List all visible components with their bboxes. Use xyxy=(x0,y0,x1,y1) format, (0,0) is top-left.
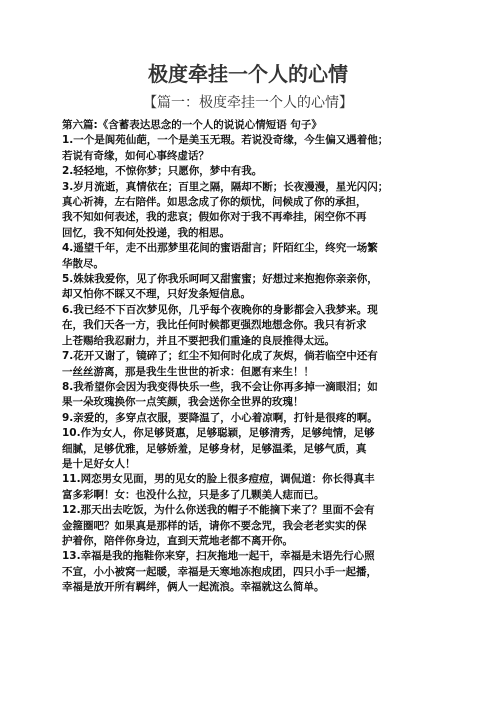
paragraph xyxy=(62,411,442,426)
text-line: 8.我希望你会因为我变得快乐一些，我不会让你再多掉一滴眼泪；如 xyxy=(62,380,378,393)
paragraph xyxy=(62,349,442,380)
text-line: 3.岁月流逝，真情依在；百里之隔，隔却不断；长夜漫漫，星光闪闪； xyxy=(62,180,389,193)
text-line: 不宣，小小被窝一起暖，幸福是天寒地冻抱成团，四只小手一起播， xyxy=(62,565,377,578)
text-line: 我不知如何表述，我的悲哀；假如你对于我不再牵挂，闲空你不再 xyxy=(62,211,367,224)
text-line: 9.亲爱的，多穿点衣服，要降温了，小心着凉啊，打针是很疼的啊。 xyxy=(62,411,378,424)
paragraph xyxy=(62,503,442,549)
section-heading xyxy=(62,118,442,133)
text-line: 10.作为女人，你足够贤惠，足够聪颖，足够清秀，足够纯情，足够 xyxy=(62,427,375,440)
text-line: 华散尽。 xyxy=(62,257,104,270)
text-line: 回忆，我不知何处投递，我的相思。 xyxy=(62,226,230,239)
text-line: 果一朵玫瑰换你一点笑颜，我会送你全世界的玫瑰！ xyxy=(62,396,304,409)
paragraph xyxy=(62,164,442,179)
paragraph xyxy=(62,426,442,472)
text-line: 在，我们天各一方，我比任何时候都更强烈地想念你。我只有祈求 xyxy=(62,319,367,332)
text-line: 富多彩啊！女：也没什么拉，只是多了几颗美人痣而已。 xyxy=(62,488,325,501)
paragraph xyxy=(62,380,442,411)
text-line: 4.遥望千年，走不出那梦里花间的蜜语甜言；阡陌红尘，终究一场繁 xyxy=(62,242,378,255)
paragraph xyxy=(62,180,442,242)
text-line: 上苍赐给我忍耐力，并且不要把我们重逢的良辰推得太远。 xyxy=(62,334,335,347)
text-line: 一丝丝游离，那是我生生世世的祈求：但愿有来生！！ xyxy=(62,365,314,378)
text-line: 12.那天出去吃饭，为什么你送我的帽子不能摘下来了？里面不会有 xyxy=(62,504,375,517)
document-body xyxy=(62,118,442,596)
paragraph xyxy=(62,272,442,303)
text-line: 真心祈祷，左右陪伴。如思念成了你的烦忧，问候成了你的承担， xyxy=(62,196,367,209)
text-line: 2.轻轻地，不惊你梦；只愿你，梦中有我。 xyxy=(62,165,263,178)
paragraph xyxy=(62,241,442,272)
text-line: 6.我已经不下百次梦见你，几乎每个夜晚你的身影都会入我梦来。现 xyxy=(62,303,378,316)
text-line: 1.一个是阆苑仙葩，一个是美玉无瑕。若说没奇缘，今生偏又遇着他； xyxy=(62,134,389,147)
document-subtitle: 【篇一：极度牵挂一个人的心情】 xyxy=(143,95,353,111)
text-line: 幸福是放开所有羁绊，俩人一起流浪。幸福就这么简单。 xyxy=(62,581,325,594)
text-line: 护着你，陪伴你身边，直到天荒地老都不离开你。 xyxy=(62,534,293,547)
paragraph xyxy=(62,549,442,595)
text-line: 5.姝妹我爱你，见了你我乐呵呵又甜蜜蜜；好想过来抱抱你亲亲你， xyxy=(62,273,378,286)
text-line: 若说有奇缘，如何心事终虚话？ xyxy=(62,149,209,162)
text-line: 是十足好女人！ xyxy=(62,457,136,470)
document-title: 极度牵挂一个人的心情 xyxy=(148,62,348,86)
text-line: 第六篇:《含蓄表达思念的一个人的说说心情短语 句子》 xyxy=(62,119,322,131)
text-line: 11.网恋男女见面，男的见女的脸上很多痘痘，调侃道：你长得真丰 xyxy=(62,473,375,486)
text-line: 金箍圈吧？如果真是那样的话，请你不要念咒，我会老老实实的保 xyxy=(62,519,367,532)
paragraph xyxy=(62,303,442,349)
paragraph xyxy=(62,472,442,503)
text-line: 7.花开又谢了，镜碎了；红尘不知何时化成了灰烬，倘若临空中还有 xyxy=(62,350,378,363)
text-line: 却又怕你不睬又不理，只好发条短信息。 xyxy=(62,288,251,301)
paragraph xyxy=(62,133,442,164)
text-line: 13.幸福是我的拖鞋你来穿，扫灰拖地一起干，幸福是未语先行心照 xyxy=(62,550,375,563)
text-line: 细腻，足够优雅，足够娇羞，足够身材，足够温柔，足够气质，真 xyxy=(62,442,367,455)
